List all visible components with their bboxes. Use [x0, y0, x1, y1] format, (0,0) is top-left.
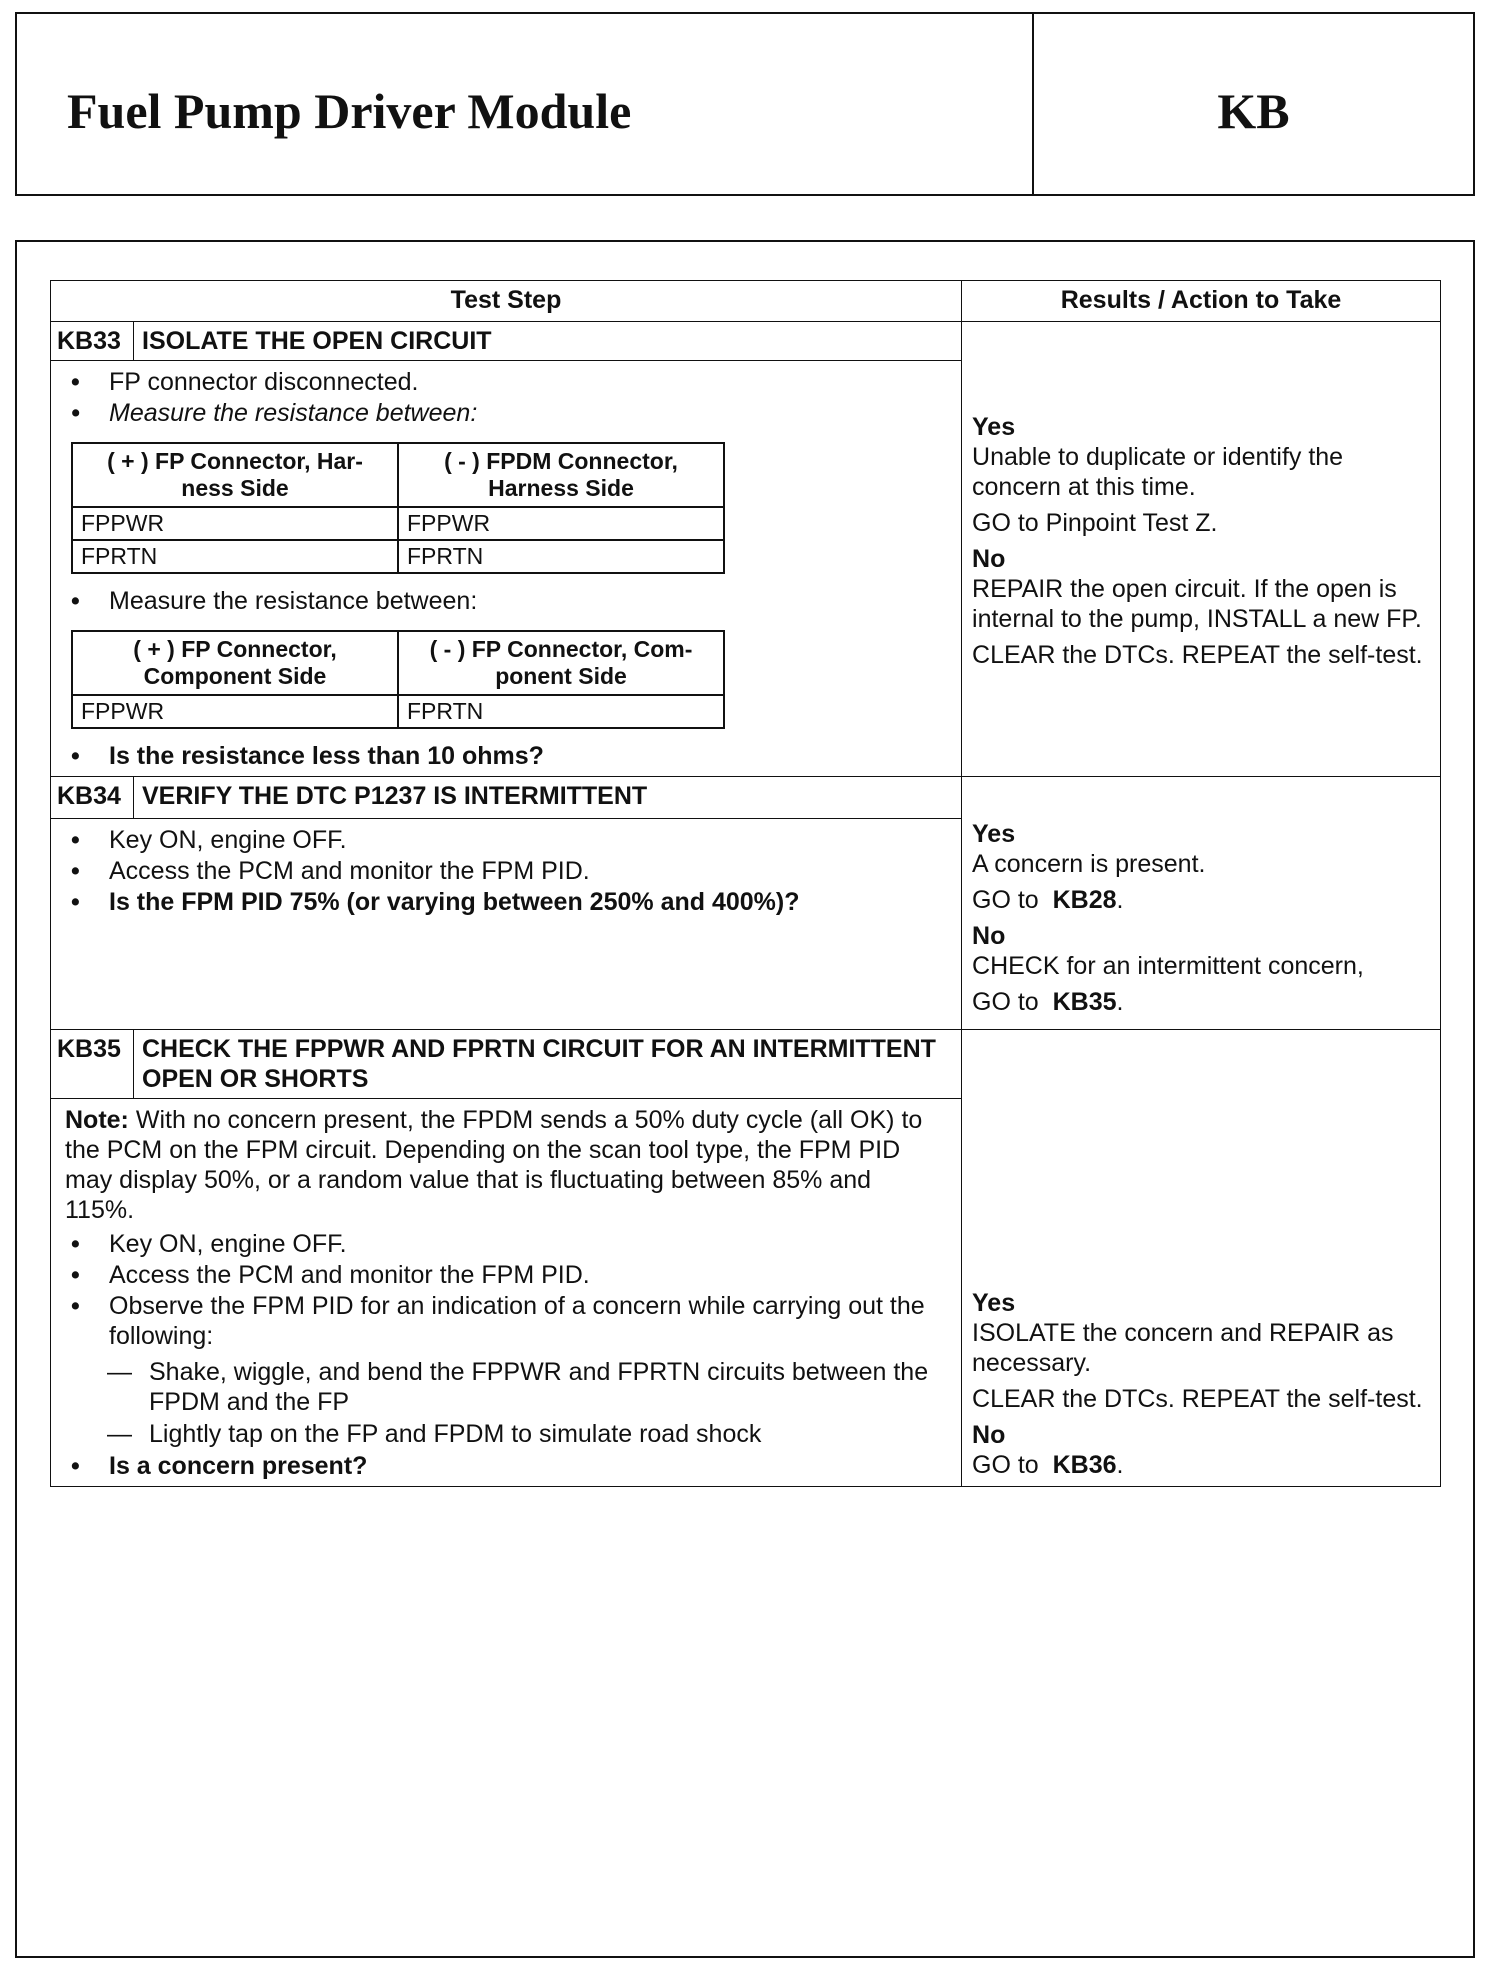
yes-action: GO to KB28.: [972, 886, 1124, 914]
no-text: CHECK for an intermittent concern,: [972, 952, 1364, 980]
list-item: • Is the resistance less than 10 ohms?: [65, 741, 947, 771]
list-item: • Key ON, engine OFF.: [65, 1229, 931, 1259]
step-reference: KB35: [1052, 988, 1117, 1016]
col-test-step: Test Step: [51, 281, 962, 322]
step-kb34-results: [962, 777, 1441, 1030]
step-code: KB35: [51, 1030, 134, 1099]
page-title: Fuel Pump Driver Module: [67, 83, 632, 139]
resistance-table-component: [71, 630, 725, 729]
go-to-text: GO to: [972, 988, 1039, 1016]
step-kb34-body: [51, 819, 962, 1030]
step-kb34-title-row: [51, 777, 1441, 819]
step-reference: KB28: [1052, 886, 1117, 914]
table-row: [72, 695, 724, 728]
no-action: GO to KB35.: [972, 988, 1124, 1016]
yes-label: Yes: [972, 413, 1016, 441]
yes-label: Yes: [972, 820, 1016, 848]
table-header: ( - ) FP Connector, Com-ponent Side: [398, 631, 724, 695]
table-header: ( + ) FP Connector, Component Side: [72, 631, 398, 695]
list-item: • Is the FPM PID 75% (or varying between 250% and 400%)?: [65, 887, 947, 917]
step-reference: KB36: [1052, 1451, 1117, 1479]
note-text: With no concern present, the FPDM sends a 50% duty cycle (all OK) to the PCM on the FPM circuit. Depending on the scan tool type, the FPM PID may display 50%, or a random value that is fluctuating between 85% and 115%.: [65, 1106, 923, 1224]
yes-action: GO to Pinpoint Test Z.: [972, 509, 1218, 537]
table-cell: FPPWR: [72, 507, 398, 540]
table-header-row: [51, 281, 1441, 322]
table-row: [72, 507, 724, 540]
test-step-table: [50, 280, 1441, 1487]
yes-text: A concern is present.: [972, 850, 1206, 878]
note: [65, 1105, 931, 1225]
step-title: CHECK THE FPPWR AND FPRTN CIRCUIT FOR AN INTERMITTENT OPEN OR SHORTS: [134, 1030, 962, 1099]
list-item: • Observe the FPM PID for an indication of a concern while carrying out the following:: [65, 1291, 931, 1351]
table-cell: FPRTN: [398, 540, 724, 573]
step-kb35-title-row: [51, 1030, 1441, 1099]
page-header: [15, 12, 1475, 196]
table-row: [72, 540, 724, 573]
step-kb33-results: [962, 322, 1441, 777]
step-kb33-title-row: [51, 322, 1441, 361]
no-label: No: [972, 1421, 1006, 1449]
no-action: CLEAR the DTCs. REPEAT the self-test.: [972, 641, 1423, 669]
col-results: Results / Action to Take: [962, 281, 1441, 322]
step-kb35-results: [962, 1030, 1441, 1487]
yes-label: Yes: [972, 1289, 1016, 1317]
table-header: ( + ) FP Connector, Har-ness Side: [72, 443, 398, 507]
no-text: REPAIR the open circuit. If the open is internal to the pump, INSTALL a new FP.: [972, 575, 1422, 633]
dash-item: — Shake, wiggle, and bend the FPPWR and FPRTN circuits between the FPDM and the FP: [65, 1357, 931, 1417]
list-item: • Key ON, engine OFF.: [65, 825, 947, 855]
table-cell: FPPWR: [72, 695, 398, 728]
go-to-text: GO to: [972, 1451, 1039, 1479]
section-code: KB: [1217, 83, 1290, 139]
yes-text: ISOLATE the concern and REPAIR as necessary.: [972, 1319, 1394, 1377]
no-action: GO to KB36.: [972, 1451, 1124, 1479]
table-cell: FPRTN: [72, 540, 398, 573]
list-item: • FP connector disconnected.: [65, 367, 947, 397]
table-header: ( - ) FPDM Connector, Harness Side: [398, 443, 724, 507]
note-label: Note:: [65, 1106, 129, 1134]
dash-item: — Lightly tap on the FP and FPDM to simulate road shock: [65, 1419, 931, 1449]
table-cell: FPRTN: [398, 695, 724, 728]
step-title: ISOLATE THE OPEN CIRCUIT: [134, 322, 962, 361]
step-code: KB34: [51, 777, 134, 819]
no-label: No: [972, 922, 1006, 950]
step-title: VERIFY THE DTC P1237 IS INTERMITTENT: [134, 777, 962, 819]
step-kb33-body: [51, 361, 962, 777]
no-label: No: [972, 545, 1006, 573]
yes-text: Unable to duplicate or identify the concern at this time.: [972, 443, 1344, 501]
resistance-table-harness: [71, 442, 725, 574]
list-item: • Is a concern present?: [65, 1451, 931, 1481]
step-kb35-body: [51, 1099, 962, 1487]
step-code: KB33: [51, 322, 134, 361]
yes-action: CLEAR the DTCs. REPEAT the self-test.: [972, 1385, 1423, 1413]
table-cell: FPPWR: [398, 507, 724, 540]
go-to-text: GO to: [972, 886, 1039, 914]
list-item: • Access the PCM and monitor the FPM PID.: [65, 1260, 931, 1290]
list-item: • Measure the resistance between:: [65, 586, 947, 616]
list-item: • Measure the resistance between:: [65, 398, 947, 428]
list-item: • Access the PCM and monitor the FPM PID.: [65, 856, 947, 886]
